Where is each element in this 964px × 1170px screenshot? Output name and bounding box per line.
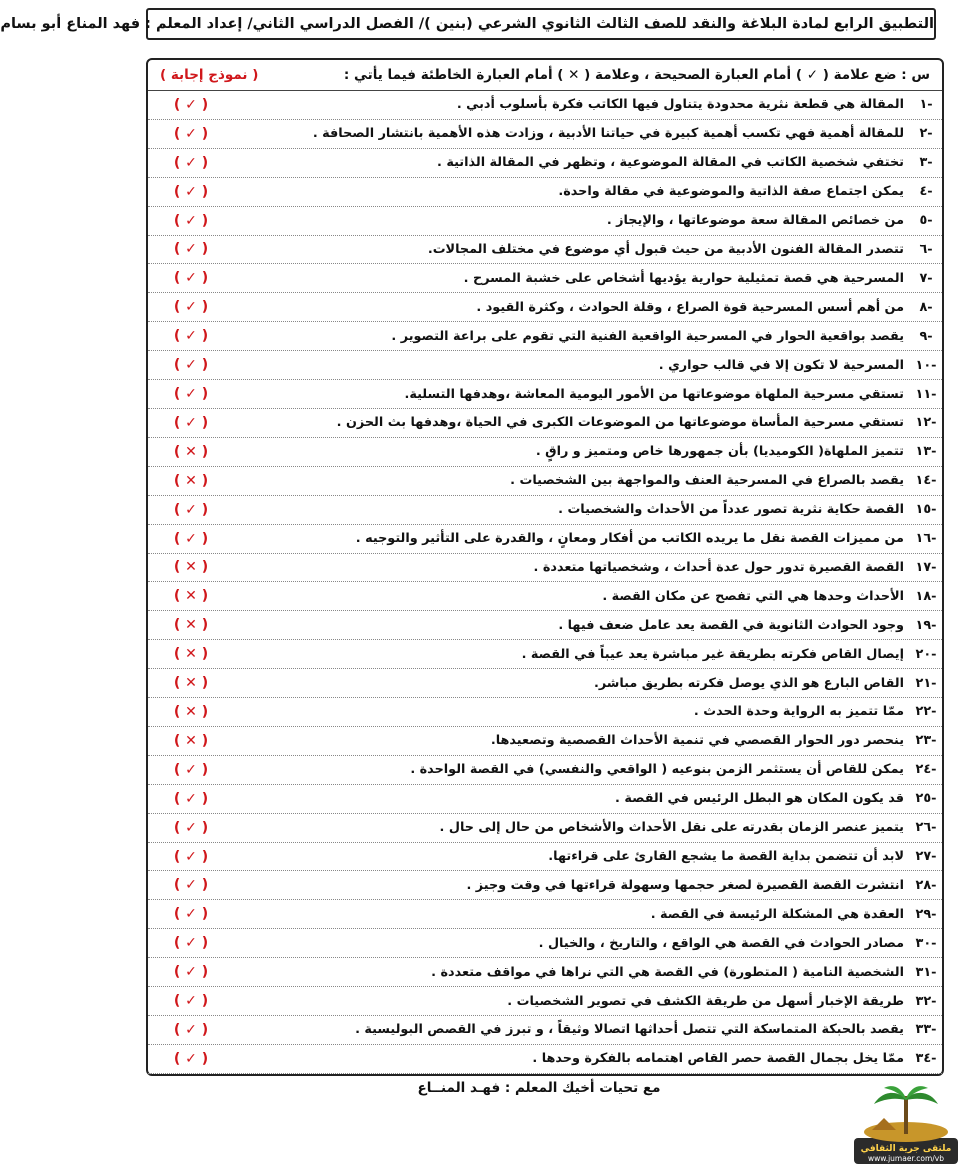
statement-text: يقصد بالحبكة المتماسكة التي تتصل أحداثها اتصالا وثيقاً ، و تبرز في القصص البوليسية . <box>355 1022 904 1038</box>
statement-number: -٣١ <box>915 964 937 980</box>
question-instruction: س : ضع علامة ( ✓ ) أمام العبارة الصحيحة ، وعلامة ( ✕ ) أمام العبارة الخاطئة فيما يأتي : <box>343 67 930 83</box>
logo-title: ملتقى جرية الثقافي <box>860 1144 952 1154</box>
answer-mark: ( ✓ ) <box>173 414 209 431</box>
statement-number: -٥ <box>919 213 933 229</box>
answer-mark: ( ✕ ) <box>173 675 209 692</box>
answer-mark: ( ✓ ) <box>173 993 209 1010</box>
statement-number: -٣٢ <box>915 993 937 1009</box>
answer-mark: ( ✓ ) <box>173 96 209 113</box>
statement-text: من مميزات القصة نقل ما يريده الكاتب من أفكار ومعانٍ ، والقدرة على التأثير والتوجيه . <box>355 531 904 547</box>
answer-mark: ( ✕ ) <box>173 646 209 663</box>
answer-mark: ( ✓ ) <box>173 299 209 316</box>
answer-mark: ( ✓ ) <box>173 241 209 258</box>
statement-text: لابد أن تتضمن بداية القصة ما يشجع القارئ على قراءتها. <box>548 849 904 865</box>
statement-text: طريقة الإخبار أسهل من طريقة الكشف في تصوير الشخصيات . <box>507 993 904 1009</box>
statement-row <box>148 91 942 120</box>
statement-number: -٣٠ <box>915 935 937 951</box>
answer-mark: ( ✓ ) <box>173 906 209 923</box>
statement-row <box>148 582 942 611</box>
closing-signature <box>114 1080 964 1096</box>
statement-number: -١٩ <box>915 617 937 633</box>
statement-number: -١٠ <box>915 357 937 373</box>
statement-row <box>148 120 942 149</box>
statement-text: ممّا يخل بجمال القصة حصر القاص اهتمامه بالفكرة وحدها . <box>532 1051 904 1067</box>
statement-number: -٢٠ <box>915 646 937 662</box>
statement-row <box>148 987 942 1016</box>
answer-mark: ( ✓ ) <box>173 1021 209 1038</box>
statement-text: من أهم أسس المسرحية قوة الصراع ، وقلة الحوادث ، وكثرة القيود . <box>476 299 904 315</box>
statement-text: تتميز الملهاة( الكوميديا) بأن جمهورها خاص ومتميز و راقٍ . <box>535 444 904 460</box>
statement-row <box>148 554 942 583</box>
statement-text: تختفي شخصية الكاتب في المقالة الموضوعية ، وتظهر في المقالة الذاتية . <box>437 155 904 171</box>
answer-mark: ( ✓ ) <box>173 183 209 200</box>
statement-row <box>148 351 942 380</box>
statement-row <box>148 409 942 438</box>
answer-mark: ( ✓ ) <box>173 212 209 229</box>
statement-row <box>148 496 942 525</box>
statement-row <box>148 1045 942 1074</box>
statements-table <box>146 58 944 1076</box>
answer-mark: ( ✓ ) <box>173 1050 209 1067</box>
statement-text: تستقي مسرحية الملهاة موضوعاتها من الأمور اليومية المعاشة ،وهدفها التسلية. <box>404 386 904 402</box>
site-logo <box>852 1082 960 1166</box>
statement-text: القصة القصيرة تدور حول عدة أحداث ، وشخصياتها متعددة . <box>533 559 904 575</box>
statement-text: مصادر الحوادث في القصة هي الواقع ، والتاريخ ، والخيال . <box>538 935 904 951</box>
statement-text: تستقي مسرحية المأساة موضوعاتها من الموضوعات الكبرى في الحياة ،وهدفها بث الحزن . <box>336 415 904 431</box>
question-instruction-row <box>148 60 942 91</box>
statement-number: -٢ <box>919 126 933 142</box>
answer-mark: ( ✕ ) <box>173 617 209 634</box>
answer-mark: ( ✓ ) <box>173 819 209 836</box>
statement-text: للمقالة أهمية فهي تكسب أهمية كبيرة في حياتنا الأدبية ، وزادت هذه الأهمية بانتشار الصحافة . <box>312 126 904 142</box>
statement-number: -١٧ <box>915 559 937 575</box>
statement-number: -٨ <box>919 299 933 315</box>
statement-row <box>148 467 942 496</box>
statement-number: -٢٤ <box>915 762 937 778</box>
statement-row <box>148 1016 942 1045</box>
statement-number: -٢٥ <box>915 791 937 807</box>
statement-row <box>148 380 942 409</box>
statement-number: -٣ <box>919 155 933 171</box>
statement-row <box>148 178 942 207</box>
statement-number: -٢٧ <box>915 849 937 865</box>
statement-text: قد يكون المكان هو البطل الرئيس في القصة . <box>615 791 904 807</box>
answer-mark: ( ✓ ) <box>173 935 209 952</box>
statement-row <box>148 525 942 554</box>
answer-mark: ( ✓ ) <box>173 386 209 403</box>
statement-text: إيصال القاص فكرته بطريقة غير مباشرة يعد عيباً في القصة . <box>521 646 904 662</box>
statement-number: -١٣ <box>915 444 937 460</box>
statement-row <box>148 611 942 640</box>
statement-row <box>148 814 942 843</box>
statement-text: وجود الحوادث الثانوية في القصة يعد عامل ضعف فيها . <box>558 617 904 633</box>
statement-number: -٤ <box>919 184 933 200</box>
header-title: التطبيق الرابع لمادة البلاغة والنقد للصف الثالث الثانوي الشرعي (بنين )/ الفصل الدراسي الثاني/ إعداد المعلم : فهد المناع أبو بسام <box>0 16 934 32</box>
statement-number: -١٤ <box>915 473 937 489</box>
statement-text: ينحصر دور الحوار القصصي في تنمية الأحداث القصصية وتصعيدها. <box>490 733 904 749</box>
closing-text: مع تحيات أخيك المعلم : فهـد المنــاع <box>417 1080 661 1096</box>
statement-row <box>148 236 942 265</box>
model-answer-label: ( نموذج إجابة ) <box>160 67 259 83</box>
statement-text: تتصدر المقالة الفنون الأدبية من حيث قبول أي موضوع في مختلف المجالات. <box>427 241 904 257</box>
statement-row <box>148 322 942 351</box>
answer-mark: ( ✓ ) <box>173 790 209 807</box>
statement-text: المقالة هي قطعة نثرية محدودة يتناول فيها الكاتب فكرة بأسلوب أدبي . <box>456 97 904 113</box>
answer-mark: ( ✓ ) <box>173 328 209 345</box>
statement-number: -١٦ <box>915 531 937 547</box>
statement-text: ممّا تتميز به الرواية وحدة الحدث . <box>693 704 904 720</box>
statement-number: -٣٣ <box>915 1022 937 1038</box>
statement-text: العقدة هي المشكلة الرئيسة في القصة . <box>650 906 904 922</box>
answer-mark: ( ✓ ) <box>173 530 209 547</box>
statement-text: المسرحية لا تكون إلا في قالب حواري . <box>658 357 904 373</box>
answer-mark: ( ✕ ) <box>173 559 209 576</box>
statement-text: من خصائص المقالة سعة موضوعاتها ، والإيجاز . <box>606 213 904 229</box>
statement-row <box>148 264 942 293</box>
answer-mark: ( ✕ ) <box>173 443 209 460</box>
statement-number: -٦ <box>919 241 933 257</box>
statement-number: -١٨ <box>915 588 937 604</box>
statement-text: يقصد بالصراع في المسرحية العنف والمواجهة بين الشخصيات . <box>510 473 904 489</box>
statement-row <box>148 785 942 814</box>
statement-number: -٢١ <box>915 675 937 691</box>
answer-mark: ( ✓ ) <box>173 761 209 778</box>
statement-text: الأحداث وحدها هي التي تفصح عن مكان القصة . <box>602 588 904 604</box>
statement-text: يتميز عنصر الزمان بقدرته على نقل الأحداث والأشخاص من حال إلى حال . <box>439 820 904 836</box>
statement-number: -٩ <box>919 328 933 344</box>
answer-mark: ( ✕ ) <box>173 472 209 489</box>
answer-mark: ( ✓ ) <box>173 848 209 865</box>
statement-text: يقصد بواقعية الحوار في المسرحية الواقعية الفنية التي تقوم على براعة التصوير . <box>391 328 904 344</box>
statement-number: -١١ <box>915 386 937 402</box>
statement-text: المسرحية هي قصة تمثيلية حوارية يؤديها أشخاص على خشبة المسرح . <box>463 270 904 286</box>
statement-row <box>148 438 942 467</box>
statement-row <box>148 293 942 322</box>
statement-row <box>148 871 942 900</box>
statement-text: يمكن للقاص أن يستثمر الزمن بنوعيه ( الواقعي والنفسي) في القصة الواحدة . <box>410 762 904 778</box>
statement-number: -١ <box>919 97 933 113</box>
answer-mark: ( ✕ ) <box>173 588 209 605</box>
statement-text: يمكن اجتماع صفة الذاتية والموضوعية في مقالة واحدة. <box>558 184 904 200</box>
statement-row <box>148 843 942 872</box>
statement-number: -٢٨ <box>915 877 937 893</box>
statement-row <box>148 149 942 178</box>
statement-text: القصة حكاية نثرية تصور عدداً من الأحداث والشخصيات . <box>558 502 904 518</box>
statement-text: القاص البارع هو الذي يوصل فكرته بطريق مباشر. <box>593 675 904 691</box>
answer-mark: ( ✕ ) <box>173 703 209 720</box>
statement-number: -٢٢ <box>915 704 937 720</box>
statement-number: -١٥ <box>915 502 937 518</box>
statement-number: -٢٩ <box>915 906 937 922</box>
answer-mark: ( ✓ ) <box>173 154 209 171</box>
statement-number: -٢٦ <box>915 820 937 836</box>
statement-text: الشخصية النامية ( المتطورة) في القصة هي التي نراها في مواقف متعددة . <box>431 964 904 980</box>
statement-row <box>148 698 942 727</box>
answer-mark: ( ✓ ) <box>173 877 209 894</box>
statement-row <box>148 756 942 785</box>
worksheet-header <box>0 8 936 40</box>
statement-number: -٣٤ <box>915 1051 937 1067</box>
statement-number: -٧ <box>919 270 933 286</box>
answer-mark: ( ✓ ) <box>173 125 209 142</box>
statement-row <box>148 669 942 698</box>
answer-mark: ( ✓ ) <box>173 964 209 981</box>
statement-number: -١٢ <box>915 415 937 431</box>
answer-mark: ( ✓ ) <box>173 501 209 518</box>
statement-text: انتشرت القصة القصيرة لصغر حجمها وسهولة قراءتها في وقت وجيز . <box>466 877 904 893</box>
statement-row <box>148 727 942 756</box>
answer-mark: ( ✕ ) <box>173 732 209 749</box>
statement-row <box>148 900 942 929</box>
answer-mark: ( ✓ ) <box>173 270 209 287</box>
statement-row <box>148 640 942 669</box>
statement-row <box>148 958 942 987</box>
statement-row <box>148 207 942 236</box>
statement-number: -٢٣ <box>915 733 937 749</box>
answer-mark: ( ✓ ) <box>173 357 209 374</box>
statement-row <box>148 929 942 958</box>
logo-url: www.jumaer.com/vb <box>868 1154 944 1163</box>
